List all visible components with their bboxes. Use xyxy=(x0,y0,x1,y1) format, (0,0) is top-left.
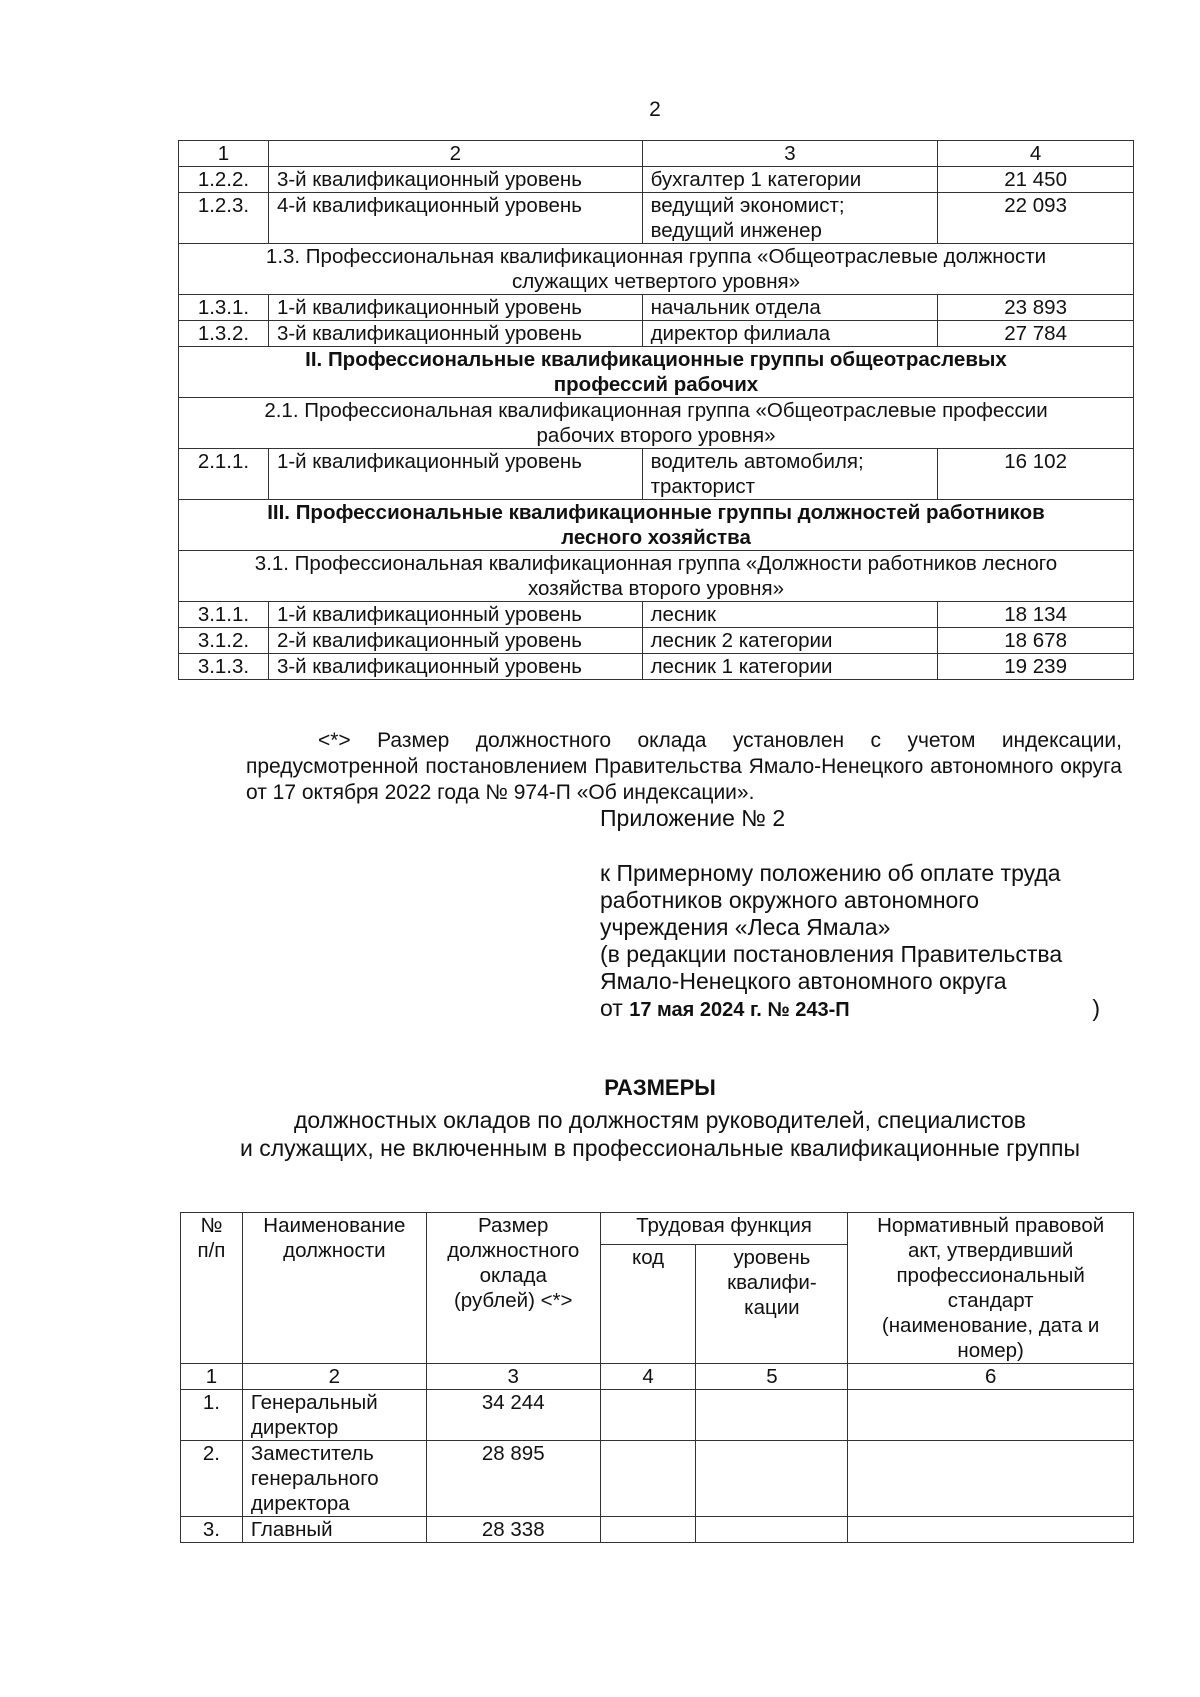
heading-subtitle: и служащих, не включенным в профессиональные квалификационные группы xyxy=(240,1135,1080,1161)
header-act-text: Нормативный правовой xyxy=(877,1214,1105,1237)
position-cell xyxy=(642,628,938,654)
page-number: 2 xyxy=(649,98,661,121)
heading-subtitle: должностных окладов по должностям руководителей, специалистов xyxy=(293,1107,1027,1133)
header-level-text: уровень xyxy=(733,1246,811,1269)
appendix-line: к Примерному положению об оплате труда xyxy=(600,860,1061,886)
empty-cell xyxy=(848,1441,1134,1517)
heading-line: II. Профессиональные квалификационные группы общеотраслевых xyxy=(305,348,1007,371)
column-number: 1 xyxy=(181,1364,243,1390)
empty-cell xyxy=(696,1517,848,1543)
header-name-text: Наименование xyxy=(263,1214,406,1237)
heading-line: служащих четвертого уровня» xyxy=(511,270,801,293)
column-number: 2 xyxy=(268,141,642,167)
salary-value: 18 678 xyxy=(938,628,1134,654)
salary-value: 34 244 xyxy=(426,1390,600,1441)
empty-cell xyxy=(848,1517,1134,1543)
position-name-cell xyxy=(242,1441,426,1517)
header-level-text: кации xyxy=(744,1296,800,1319)
appendix-date-line xyxy=(600,995,1100,1024)
position-name: начальник отдела xyxy=(650,296,821,319)
header-function xyxy=(600,1213,848,1245)
header-salary-text: оклада xyxy=(479,1264,547,1287)
table-row xyxy=(181,1517,1134,1543)
section-heading-cell xyxy=(179,347,1134,398)
table-row xyxy=(179,321,1134,347)
header-act-text: акт, утвердивший xyxy=(907,1239,1074,1262)
position-name: ведущий экономист; xyxy=(650,194,845,217)
row-number: 1. xyxy=(181,1390,243,1441)
position-cell xyxy=(642,295,938,321)
position-name: директор филиала xyxy=(650,322,831,345)
position-name: лесник 2 категории xyxy=(650,629,833,652)
header-row xyxy=(181,1213,1134,1245)
table-row xyxy=(181,1441,1134,1517)
position-name-cell xyxy=(242,1390,426,1441)
position-cell xyxy=(642,167,938,193)
salary-value: 27 784 xyxy=(938,321,1134,347)
header-salary-text: (рублей) <*> xyxy=(453,1289,573,1312)
header-function-text: Трудовая функция xyxy=(636,1214,812,1237)
table-row xyxy=(179,602,1134,628)
position-cell xyxy=(642,602,938,628)
position-name: Генеральный xyxy=(250,1391,378,1414)
group-heading-cell xyxy=(179,551,1134,602)
table-row xyxy=(179,654,1134,680)
qualification-level: 3-й квалификационный уровень xyxy=(268,167,642,193)
position-name: тракторист xyxy=(650,475,756,498)
table-row xyxy=(179,167,1134,193)
group-heading-row xyxy=(179,244,1134,295)
row-number: 2.1.1. xyxy=(179,449,269,500)
row-number: 3.1.2. xyxy=(179,628,269,654)
position-name: генерального xyxy=(250,1467,379,1490)
table-row xyxy=(179,449,1134,500)
qualification-level: 1-й квалификационный уровень xyxy=(268,295,642,321)
header-name-text: должности xyxy=(283,1239,386,1262)
column-number-row xyxy=(181,1364,1134,1390)
empty-cell xyxy=(848,1390,1134,1441)
column-number: 6 xyxy=(848,1364,1134,1390)
salary-table-other-positions xyxy=(180,1212,1134,1543)
header-salary-text: Размер xyxy=(478,1214,549,1237)
row-number: 1.3.2. xyxy=(179,321,269,347)
header-salary-text: должностного xyxy=(447,1239,580,1262)
group-heading-cell xyxy=(179,244,1134,295)
table-row xyxy=(179,628,1134,654)
column-number: 5 xyxy=(696,1364,848,1390)
empty-cell xyxy=(696,1441,848,1517)
heading-line: 3.1. Профессиональная квалификационная группа «Должности работников лесного xyxy=(254,552,1058,575)
salary-value: 28 895 xyxy=(426,1441,600,1517)
qualification-level: 2-й квалификационный уровень xyxy=(268,628,642,654)
header-code-text: код xyxy=(632,1246,665,1269)
header-num-text: п/п xyxy=(197,1239,226,1262)
heading-line: профессий рабочих xyxy=(553,373,759,396)
header-num xyxy=(181,1213,243,1364)
section-heading xyxy=(180,1074,1140,1162)
row-number: 1.2.2. xyxy=(179,167,269,193)
header-level xyxy=(696,1245,848,1364)
heading-line: 1.3. Профессиональная квалификационная группа «Общеотраслевые должности xyxy=(265,245,1047,268)
column-number: 3 xyxy=(642,141,938,167)
heading-line: рабочих второго уровня» xyxy=(536,424,776,447)
position-name: лесник xyxy=(650,603,716,626)
position-name: бухгалтер 1 категории xyxy=(650,168,862,191)
column-number: 4 xyxy=(938,141,1134,167)
position-name: директора xyxy=(250,1492,350,1515)
heading-line: хозяйства второго уровня» xyxy=(528,577,784,600)
position-name: Заместитель xyxy=(250,1442,374,1465)
closing-parenthesis: ) xyxy=(1092,995,1100,1021)
footnote xyxy=(246,728,1122,806)
appendix-line: работников окружного автономного xyxy=(600,887,979,913)
group-heading-row xyxy=(179,500,1134,551)
row-number: 1.3.1. xyxy=(179,295,269,321)
header-act-text: номер) xyxy=(957,1339,1024,1362)
column-number: 4 xyxy=(600,1364,696,1390)
appendix-line: (в редакции постановления Правительства xyxy=(600,941,1063,967)
group-heading-cell xyxy=(179,398,1134,449)
salary-value: 28 338 xyxy=(426,1517,600,1543)
appendix-block xyxy=(600,805,1120,1024)
row-number: 1.2.3. xyxy=(179,193,269,244)
header-salary xyxy=(426,1213,600,1364)
position-cell xyxy=(642,321,938,347)
heading-line: 2.1. Профессиональная квалификационная группа «Общеотраслевые профессии xyxy=(264,399,1048,422)
empty-cell xyxy=(600,1441,696,1517)
row-number: 3.1.1. xyxy=(179,602,269,628)
column-number: 2 xyxy=(242,1364,426,1390)
header-level-text: квалифи- xyxy=(727,1271,817,1294)
position-cell xyxy=(642,654,938,680)
qualification-level: 4-й квалификационный уровень xyxy=(268,193,642,244)
qualification-level: 1-й квалификационный уровень xyxy=(268,602,642,628)
group-heading-row xyxy=(179,398,1134,449)
heading-line: лесного хозяйства xyxy=(561,526,751,549)
appendix-title: Приложение № 2 xyxy=(600,805,786,831)
position-name: водитель автомобиля; xyxy=(650,450,864,473)
table-row xyxy=(179,193,1134,244)
empty-cell xyxy=(696,1390,848,1441)
empty-cell xyxy=(600,1517,696,1543)
header-num-text: № xyxy=(200,1214,223,1237)
position-name: ведущий инженер xyxy=(650,219,822,242)
date-prefix: от xyxy=(600,995,623,1021)
header-code xyxy=(600,1245,696,1364)
group-heading-row xyxy=(179,347,1134,398)
table-row xyxy=(181,1390,1134,1441)
row-number: 3. xyxy=(181,1517,243,1543)
header-name xyxy=(242,1213,426,1364)
qualification-level: 1-й квалификационный уровень xyxy=(268,449,642,500)
qualification-level: 3-й квалификационный уровень xyxy=(268,654,642,680)
resolution-date: 17 мая 2024 г. № 243-П xyxy=(629,999,850,1021)
appendix-line: учреждения «Леса Ямала» xyxy=(600,914,891,940)
heading-line: III. Профессиональные квалификационные группы должностей работников xyxy=(267,501,1045,524)
footnote-text: <*> Размер должностного оклада установлен с учетом индексации, предусмотренной постановлением Правительства Ямало-Ненецкого автономного округа от 17 октября 2022 года № 974-П «Об индексации». xyxy=(246,729,1122,804)
column-number: 1 xyxy=(179,141,269,167)
column-number-row xyxy=(179,141,1134,167)
salary-value: 21 450 xyxy=(938,167,1134,193)
position-name: директор xyxy=(250,1416,339,1439)
row-number: 2. xyxy=(181,1441,243,1517)
header-act-text: профессиональный xyxy=(896,1264,1085,1287)
header-act-text: стандарт xyxy=(947,1289,1034,1312)
row-number: 3.1.3. xyxy=(179,654,269,680)
table-row xyxy=(179,295,1134,321)
column-number: 3 xyxy=(426,1364,600,1390)
heading-title: РАЗМЕРЫ xyxy=(604,1075,716,1100)
section-heading-cell xyxy=(179,500,1134,551)
salary-value: 22 093 xyxy=(938,193,1134,244)
position-cell xyxy=(642,449,938,500)
qualification-level: 3-й квалификационный уровень xyxy=(268,321,642,347)
salary-value: 16 102 xyxy=(938,449,1134,500)
header-act xyxy=(848,1213,1134,1364)
position-name: Главный xyxy=(250,1518,333,1541)
position-name: лесник 1 категории xyxy=(650,655,833,678)
appendix-line: Ямало-Ненецкого автономного округа xyxy=(600,968,1007,994)
header-act-text: (наименование, дата и xyxy=(881,1314,1100,1337)
empty-cell xyxy=(600,1390,696,1441)
position-name-cell xyxy=(242,1517,426,1543)
salary-table-continued xyxy=(178,140,1134,680)
salary-value: 19 239 xyxy=(938,654,1134,680)
salary-value: 23 893 xyxy=(938,295,1134,321)
salary-value: 18 134 xyxy=(938,602,1134,628)
group-heading-row xyxy=(179,551,1134,602)
position-cell xyxy=(642,193,938,244)
